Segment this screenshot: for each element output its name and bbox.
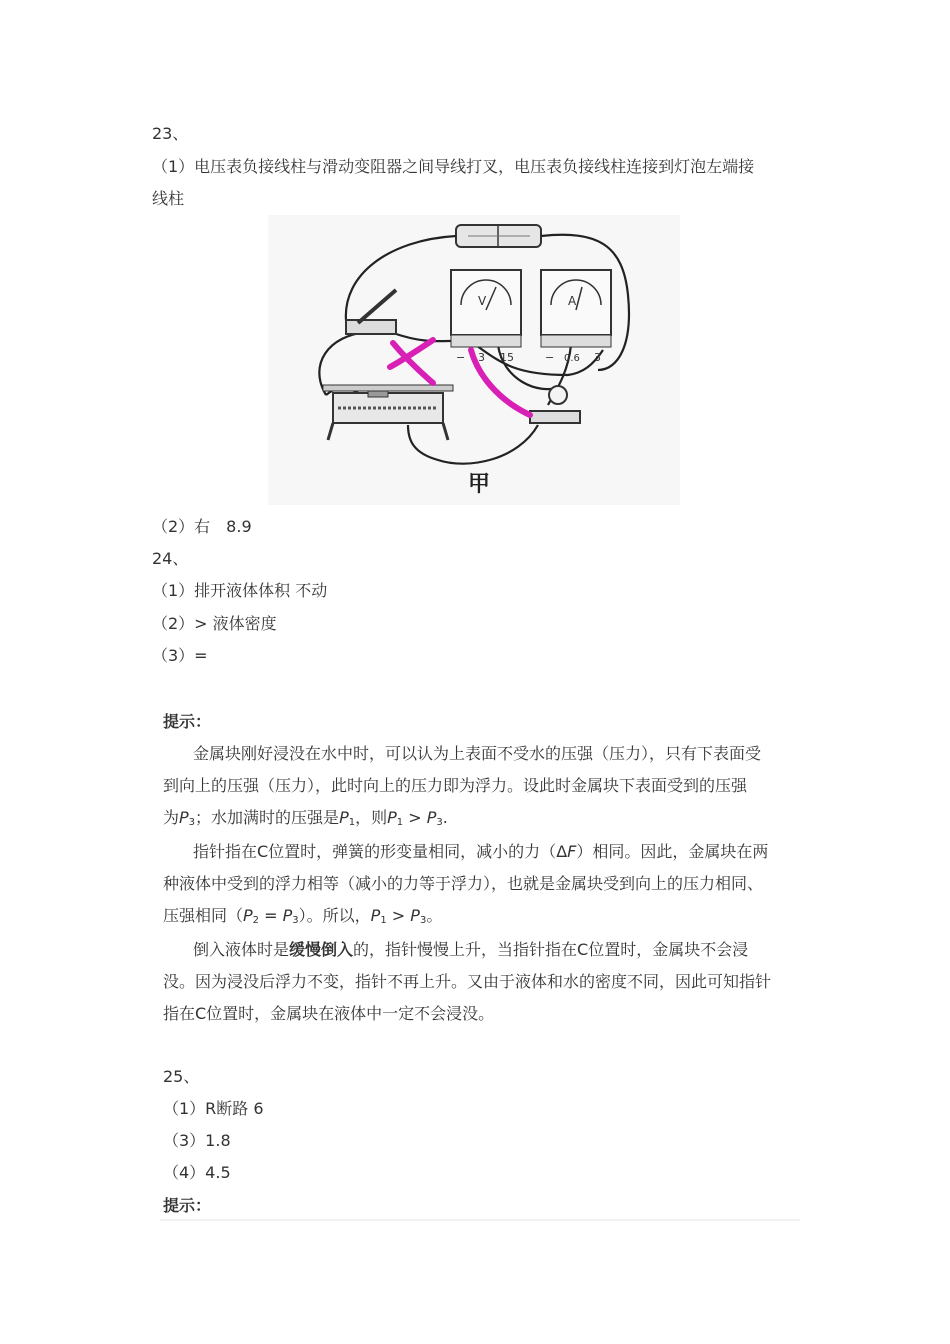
q24-hint-p2-line3: 压强相同$(P_2 = P_3)$。所以，$P_1 > P_3$。 xyxy=(163,906,443,926)
ammeter-terminal-3: 3 xyxy=(594,351,601,364)
ammeter-terminal-06: 0.6 xyxy=(564,353,580,364)
q25-part3: （3）1.8 xyxy=(163,1131,231,1150)
figure-caption: 甲 xyxy=(468,471,491,497)
voltmeter-terminal-3: 3 xyxy=(478,351,485,364)
q24-hint-label: 提示： xyxy=(163,712,212,731)
q23-number: 23、 xyxy=(152,124,189,143)
q23-part2: （2）右 8.9 xyxy=(152,517,252,536)
q24-hint-p1-line3-b: ；水加满时的压强是 xyxy=(195,808,340,827)
ammeter-label: A xyxy=(568,294,577,308)
voltmeter-terminal-15: 15 xyxy=(500,351,514,364)
q24-hint-p2-line1-a: 指针指在C位置时，弹簧的形变量相同，减小的力（ xyxy=(193,842,557,861)
q25-part1: （1）R断路 6 xyxy=(163,1099,264,1118)
q24-number: 24、 xyxy=(152,549,189,568)
q23-part1-line1: （1）电压表负接线柱与滑动变阻器之间导线打叉，电压表负接线柱连接到灯泡左端接 xyxy=(152,157,755,176)
voltmeter-terminal-neg: − xyxy=(456,351,466,364)
q24-part2: （2）> 液体密度 xyxy=(152,614,277,633)
q24-hint-p3-line1-a: 倒入液体时是 xyxy=(193,940,290,959)
q25-part4: （4）4.5 xyxy=(163,1163,231,1182)
q24-hint-p1-line2: 到向上的压强（压力），此时向上的压力即为浮力。设此时金属块下表面受到的压强 xyxy=(163,776,748,795)
q24-part3: （3）= xyxy=(152,646,208,665)
q24-part1: （1）排开液体体积 不动 xyxy=(152,581,328,600)
voltmeter-label: V xyxy=(478,294,487,308)
q24-hint-p3-line3: 指在C位置时，金属块在液体中一定不会浸没。 xyxy=(163,1004,495,1023)
q25-number: 25、 xyxy=(163,1067,200,1086)
q24-hint-p1-line3: 为$P_3$；水加满时的压强是$P_1$，则$P_1 > P_3$. xyxy=(163,808,448,828)
battery-icon xyxy=(456,225,541,247)
q24-hint-p2-line1-b: ）相同。因此，金属块在两 xyxy=(576,842,769,861)
q24-hint-p1-line3-a: 为 xyxy=(163,808,180,827)
q24-hint-p3-line1-b: 的，指针慢慢上升，当指针指在C位置时，金属块不会浸 xyxy=(353,940,749,959)
q24-hint-p2-line3-b: ）。所以， xyxy=(298,906,371,925)
q25-hint-label: 提示： xyxy=(163,1196,212,1215)
q24-hint-p2-line2: 种液体中受到的浮力相等（减小的力等于浮力），也就是金属块受到向上的压力相同、 xyxy=(163,874,764,893)
q24-hint-p2-line3-a: 压强相同（ xyxy=(163,906,244,925)
ammeter-terminal-neg: − xyxy=(545,351,555,364)
q24-hint-p1-line3-c: ，则 xyxy=(355,808,388,827)
q23-part1-line2: 线柱 xyxy=(152,189,185,208)
q24-hint-p1-line1: 金属块刚好浸没在水中时，可以认为上表面不受水的压强（压力），只有下表面受 xyxy=(193,744,762,763)
circuit-diagram xyxy=(268,215,680,505)
q24-hint-p3-line2: 没。因为浸没后浮力不变，指针不再上升。又由于液体和水的密度不同，因此可知指针 xyxy=(163,972,772,991)
q24-hint-p3-emphasis: 缓慢倒入 xyxy=(289,940,354,959)
divider xyxy=(160,1219,800,1221)
q24-hint-p2-line1: 指针指在C位置时，弹簧的形变量相同，减小的力（ΔF）相同。因此，金属块在两 xyxy=(193,842,769,861)
q24-hint-p3-line1 xyxy=(193,940,748,960)
